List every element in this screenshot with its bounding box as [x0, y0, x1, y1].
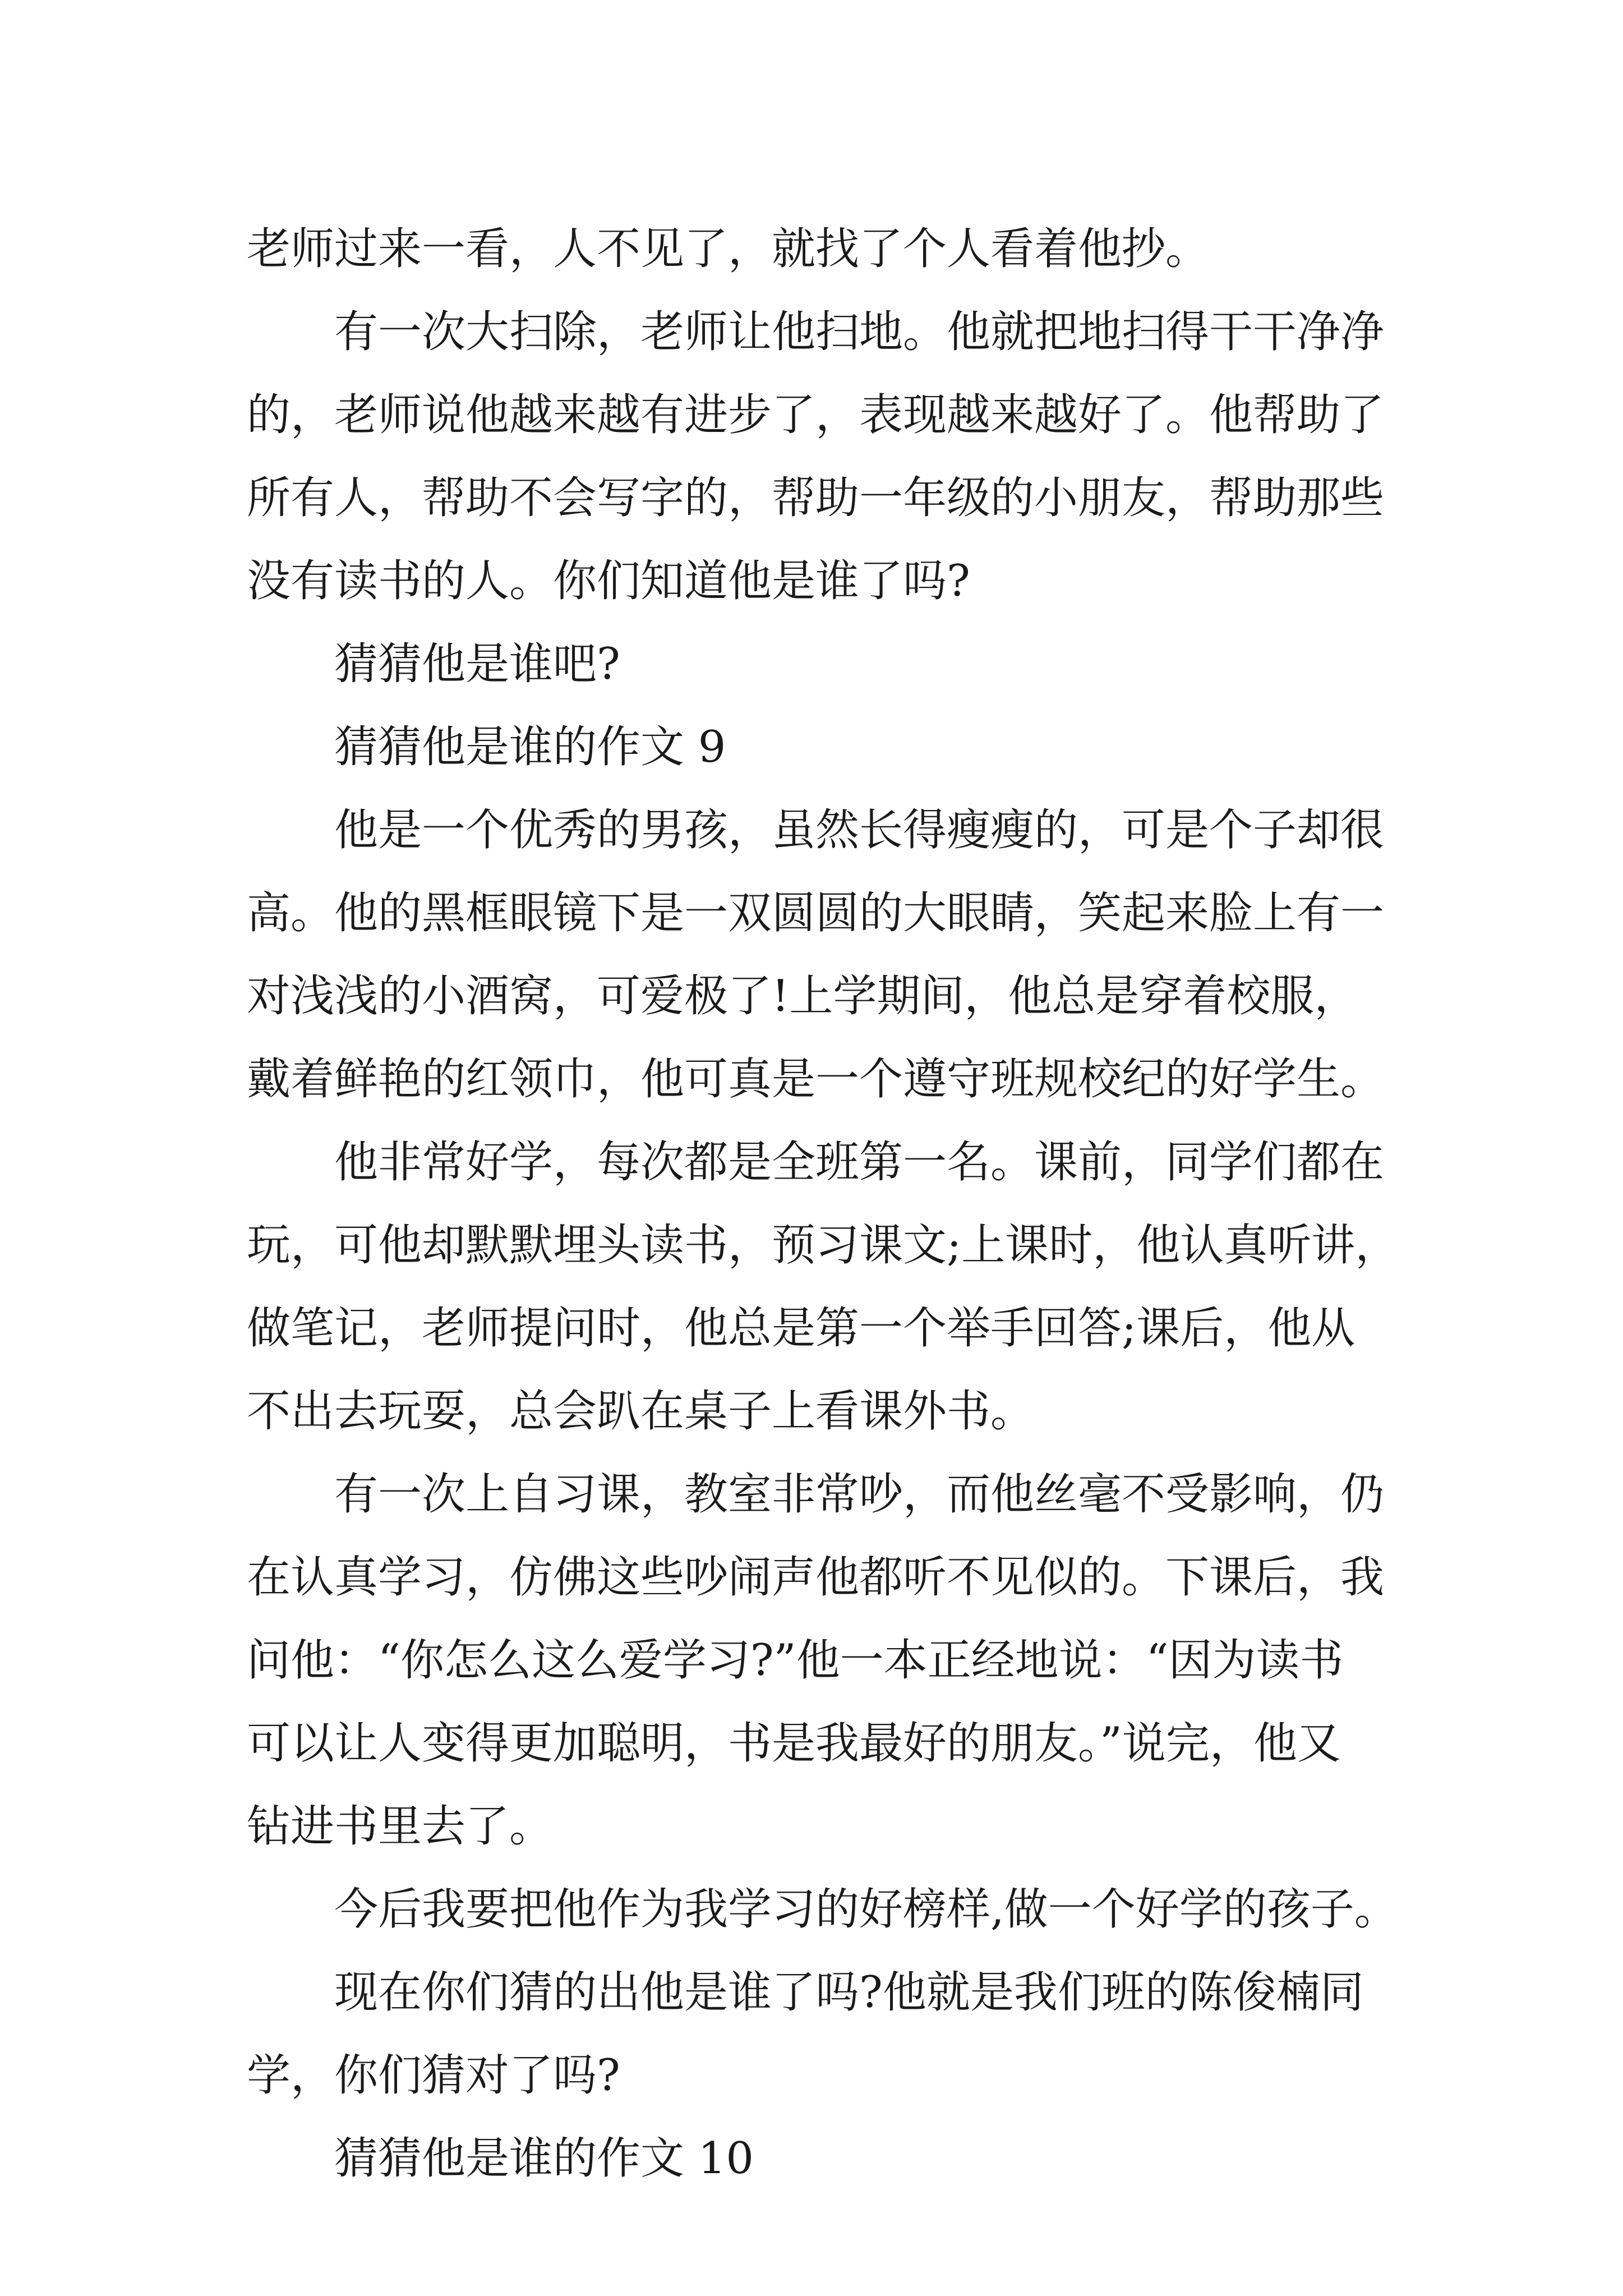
- text-line: 他非常好学，每次都是全班第一名。课前，同学们都在: [334, 1137, 1385, 1188]
- text-line: 他是一个优秀的男孩，虽然长得瘦瘦的，可是个子却很: [334, 805, 1385, 855]
- section-heading: 猜猜他是谁的作文 9: [334, 722, 726, 772]
- text-line: 钻进书里去了。: [247, 1801, 554, 1852]
- text-line: 没有读书的人。你们知道他是谁了吗?: [247, 556, 970, 606]
- text-line: 有一次大扫除，老师让他扫地。他就把地扫得干干净净: [334, 307, 1385, 357]
- text-line: 老师过来一看，人不见了，就找了个人看着他抄。: [247, 224, 1210, 274]
- section-heading: 猜猜他是谁的作文 10: [334, 2133, 754, 2184]
- text-line: 所有人，帮助不会写字的，帮助一年级的小朋友，帮助那些: [247, 473, 1385, 523]
- text-line: 现在你们猜的出他是谁了吗?他就是我们班的陈俊楠同: [334, 1967, 1364, 2018]
- text-line: 学，你们猜对了吗?: [247, 2050, 620, 2101]
- text-line: 猜猜他是谁吧?: [334, 639, 620, 689]
- text-line: 可以让人变得更加聪明，书是我最好的朋友。”说完，他又: [247, 1718, 1341, 1769]
- text-line: 高。他的黑框眼镜下是一双圆圆的大眼睛，笑起来脸上有一: [247, 888, 1385, 938]
- text-line: 在认真学习，仿佛这些吵闹声他都听不见似的。下课后，我: [247, 1552, 1385, 1603]
- text-line: 不出去玩耍，总会趴在桌子上看课外书。: [247, 1386, 1035, 1437]
- text-line: 对浅浅的小酒窝，可爱极了!上学期间，他总是穿着校服，: [247, 971, 1358, 1022]
- text-line: 问他：“你怎么这么爱学习?”他一本正经地说：“因为读书: [247, 1635, 1344, 1686]
- text-line: 玩，可他却默默埋头读书，预习课文;上课时，他认真听讲，: [247, 1220, 1399, 1271]
- text-line: 今后我要把他作为我学习的好榜样,做一个好学的孩子。: [334, 1884, 1398, 1935]
- document-page: [247, 208, 1402, 2200]
- text-line: 的，老师说他越来越有进步了，表现越来越好了。他帮助了: [247, 390, 1385, 440]
- text-line: 戴着鲜艳的红领巾，他可真是一个遵守班规校纪的好学生。: [247, 1054, 1385, 1105]
- text-line: 有一次上自习课，教室非常吵，而他丝毫不受影响，仍: [334, 1469, 1385, 1520]
- text-line: 做笔记，老师提问时，他总是第一个举手回答;课后，他从: [247, 1303, 1355, 1354]
